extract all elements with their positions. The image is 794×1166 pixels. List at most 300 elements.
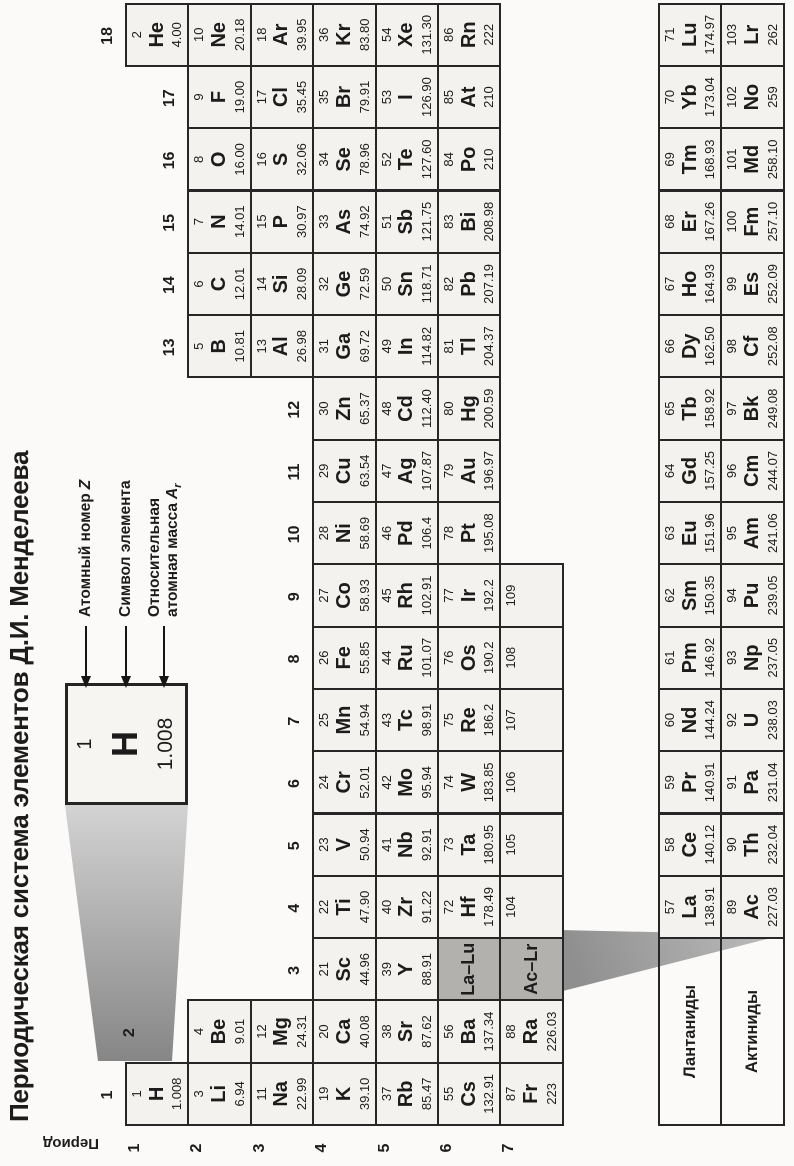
element-cell-Pt [437, 501, 501, 565]
element-symbol: Au [457, 457, 480, 485]
atomic-number: 44 [378, 650, 394, 665]
element-symbol: Np [741, 644, 764, 672]
element-symbol: Cf [741, 335, 764, 357]
atomic-number: 42 [378, 775, 394, 790]
element-cell-Hg [437, 376, 501, 440]
element-cell-Y [375, 937, 439, 1001]
legend-atomic-number: 1 [74, 738, 96, 750]
element-cell-W [437, 750, 501, 814]
element-cell-106 [499, 750, 563, 814]
element-cell-Si [250, 252, 314, 316]
element-cell-Ba [437, 999, 501, 1063]
element-cell-Ho [658, 252, 722, 316]
atomic-mass: 4.00 [169, 22, 185, 48]
element-cell-Li [187, 1062, 251, 1126]
atomic-number: 38 [378, 1024, 394, 1039]
atomic-number: 58 [662, 837, 677, 852]
element-cell-Na [250, 1062, 314, 1126]
atomic-number: 25 [316, 712, 332, 728]
atomic-mass: 112.40 [418, 389, 434, 428]
group-label-8: 8 [286, 654, 304, 664]
element-cell-Te [375, 127, 439, 191]
group-label-14: 14 [161, 276, 179, 295]
element-symbol: K [332, 1086, 355, 1102]
atomic-number: 47 [378, 463, 394, 479]
element-cell-Ac [720, 875, 784, 939]
legend-label-atomic-mass: Относительная атомная массаA$_r$ [146, 483, 184, 617]
element-cell-Mg [250, 999, 314, 1063]
element-cell-108 [499, 626, 563, 690]
element-cell-Th [720, 813, 784, 877]
element-cell-Am [720, 501, 784, 565]
atomic-number: 76 [441, 650, 456, 665]
atomic-mass: 190.2 [481, 641, 497, 675]
atomic-number: 71 [662, 27, 677, 42]
atomic-mass: 74.92 [356, 205, 372, 238]
atomic-mass: 204.37 [481, 326, 497, 367]
atomic-mass: 28.09 [294, 267, 310, 301]
atomic-number: 106 [503, 771, 519, 794]
atomic-mass: 210 [481, 86, 497, 108]
element-symbol: Be [208, 1018, 231, 1045]
atomic-mass: 226.03 [543, 1011, 559, 1052]
atomic-mass: 118.71 [418, 264, 434, 304]
element-symbol: In [395, 337, 418, 356]
element-symbol: P [270, 215, 293, 229]
atomic-number: 70 [662, 89, 677, 105]
atomic-number: 64 [662, 463, 677, 479]
atomic-number: 95 [724, 525, 740, 541]
element-symbol: Ni [332, 523, 355, 544]
element-cell-Cs [437, 1062, 501, 1126]
element-cell-Rb [375, 1062, 439, 1126]
element-cell-In [375, 314, 439, 378]
group-label-12: 12 [286, 400, 304, 419]
period-label-6: 6 [438, 1143, 455, 1153]
atomic-number: 78 [441, 525, 456, 541]
atomic-number: 18 [253, 27, 269, 42]
element-cell-Au [437, 439, 501, 503]
atomic-mass: 101.07 [418, 637, 434, 678]
element-symbol: Mg [270, 1017, 293, 1046]
element-symbol: Cd [395, 395, 418, 422]
atomic-mass: 227.03 [764, 887, 780, 927]
element-cell-Cf [720, 314, 784, 378]
atomic-mass: 252.08 [764, 326, 780, 367]
atomic-mass: 232.04 [764, 824, 780, 865]
atomic-number: 103 [724, 23, 740, 46]
element-symbol: Cr [332, 771, 355, 794]
atomic-number: 12 [253, 1024, 269, 1039]
element-symbol: Ba [457, 1018, 480, 1045]
element-cell-Ti [312, 875, 376, 939]
page-title: Периодическая система элементов Д.И. Менделеева [4, 450, 34, 1122]
atomic-number: 82 [441, 276, 456, 292]
atomic-mass: 157.25 [702, 450, 718, 491]
atomic-mass: 167.26 [702, 201, 718, 242]
element-cell-S [250, 127, 314, 191]
element-cell-Cm [720, 439, 784, 503]
atomic-number: 93 [724, 650, 740, 665]
group-label-6: 6 [286, 779, 304, 788]
period-axis-label: Период [43, 1135, 99, 1152]
element-cell-Zn [312, 376, 376, 440]
element-symbol: Kr [332, 23, 355, 46]
group-label-17: 17 [161, 89, 179, 108]
element-cell-109 [499, 563, 563, 627]
element-symbol: I [395, 94, 418, 100]
atomic-number: 33 [316, 214, 332, 229]
atomic-mass: 146.92 [702, 637, 718, 678]
element-symbol: Sr [395, 1021, 418, 1043]
atomic-number: 107 [503, 709, 519, 731]
atomic-number: 24 [316, 775, 332, 790]
legend-hydrogen-cell [65, 683, 188, 805]
element-cell-Ag [375, 439, 439, 503]
element-cell-F [187, 65, 251, 129]
element-symbol: Li [208, 1084, 231, 1103]
atomic-mass: 19.00 [231, 80, 247, 114]
element-cell-Zr [375, 875, 439, 939]
element-symbol: Co [332, 582, 355, 609]
element-cell-Er [658, 190, 722, 254]
element-cell-Ga [312, 314, 376, 378]
group-label-11: 11 [286, 463, 304, 481]
group-label-10: 10 [286, 525, 304, 544]
atomic-mass: 72.59 [356, 267, 372, 301]
element-symbol: He [145, 21, 168, 48]
element-cell-Rn [437, 3, 501, 67]
period-label-5: 5 [375, 1143, 393, 1153]
element-cell-K [312, 1062, 376, 1126]
element-symbol: Rh [395, 582, 418, 609]
element-cell-Fm [720, 190, 784, 254]
atomic-number: 43 [378, 712, 394, 728]
element-symbol: Ta [457, 833, 480, 856]
series-range-text: Ac–Lr [520, 943, 541, 995]
element-symbol: Ac [741, 894, 764, 920]
element-cell-Tc [375, 688, 439, 752]
atomic-mass: 92.91 [418, 828, 434, 861]
element-cell-No [720, 65, 784, 129]
element-cell-Nd [658, 688, 722, 752]
atomic-mass: 22.99 [294, 1077, 310, 1111]
atomic-mass: 1.008 [169, 1077, 185, 1111]
atomic-number: 5 [191, 342, 207, 350]
atomic-mass: 85.47 [418, 1077, 434, 1111]
element-symbol: Pt [457, 523, 480, 544]
atomic-number: 79 [441, 463, 456, 479]
element-symbol: B [208, 339, 231, 354]
atomic-mass: 30.97 [294, 205, 310, 238]
element-symbol: Bi [457, 211, 480, 232]
element-symbol: Xe [395, 22, 418, 47]
element-symbol: Dy [678, 333, 701, 360]
atomic-number: 60 [662, 712, 677, 728]
element-cell-U [720, 688, 784, 752]
atomic-number: 87 [503, 1086, 519, 1102]
atomic-mass: 131.30 [418, 14, 434, 55]
element-cell-Sc [312, 937, 376, 1001]
atomic-number: 21 [316, 962, 332, 977]
atomic-mass: 10.81 [231, 329, 247, 363]
atomic-mass: 222 [481, 23, 497, 46]
atomic-mass: 69.72 [356, 329, 372, 363]
element-cell-Be [187, 999, 251, 1063]
element-symbol: Ce [678, 831, 701, 858]
atomic-number: 108 [503, 646, 519, 669]
atomic-number: 1 [129, 1090, 144, 1098]
atomic-number: 39 [378, 962, 394, 977]
element-cell-Sn [375, 252, 439, 316]
atomic-mass: 54.94 [356, 703, 372, 737]
atomic-number: 2 [129, 31, 144, 39]
element-symbol: Lr [741, 24, 764, 45]
legend-label-symbol: Символ элемента [117, 480, 134, 617]
atomic-mass: 9.01 [231, 1018, 247, 1045]
element-symbol: Fr [520, 1083, 543, 1104]
atomic-number: 98 [724, 339, 740, 354]
atomic-number: 52 [378, 152, 394, 167]
group-label-9: 9 [286, 592, 304, 602]
atomic-number: 91 [724, 775, 740, 790]
atomic-mass: 87.62 [418, 1015, 434, 1048]
atomic-number: 92 [724, 712, 740, 728]
atomic-number: 34 [316, 152, 332, 167]
atomic-number: 6 [191, 280, 207, 288]
element-symbol: Nb [395, 831, 418, 858]
element-cell-Np [720, 626, 784, 690]
atomic-number: 41 [378, 837, 394, 852]
atomic-number: 31 [316, 339, 332, 354]
element-symbol: Sc [332, 957, 355, 982]
atomic-number: 35 [316, 89, 332, 105]
atomic-mass: 35.45 [294, 80, 310, 114]
group-label-2: 2 [121, 1028, 138, 1038]
atomic-number: 4 [191, 1027, 207, 1036]
element-symbol: Zr [395, 896, 418, 917]
atomic-number: 68 [662, 214, 677, 229]
element-symbol: No [741, 83, 764, 111]
element-symbol: Al [270, 336, 293, 357]
element-symbol: Pa [741, 770, 764, 795]
atomic-number: 20 [316, 1024, 332, 1039]
element-cell-Pm [658, 626, 722, 690]
element-symbol: O [208, 151, 231, 168]
atomic-number: 27 [316, 588, 332, 603]
atomic-mass: 47.90 [356, 890, 372, 924]
element-cell-Xe [375, 3, 439, 67]
element-cell-I [375, 65, 439, 129]
atomic-mass: 231.04 [764, 762, 780, 803]
atomic-number: 105 [503, 833, 519, 856]
atomic-mass: 223 [543, 1083, 559, 1105]
atomic-number: 32 [316, 276, 332, 292]
element-symbol: U [741, 712, 764, 728]
atomic-mass: 106.4 [418, 516, 434, 550]
period-label-4: 4 [313, 1143, 331, 1153]
element-symbol: Zn [332, 396, 355, 421]
element-symbol: Ne [208, 21, 231, 48]
element-cell-Gd [658, 439, 722, 503]
atomic-mass: 20.18 [231, 18, 247, 52]
atomic-number: 26 [316, 650, 332, 665]
element-cell-Ru [375, 626, 439, 690]
legend-symbol: H [104, 731, 145, 757]
atomic-number: 53 [378, 89, 394, 105]
atomic-mass: 249.08 [764, 388, 780, 429]
atomic-mass: 186.2 [481, 703, 497, 737]
atomic-mass: 39.95 [294, 18, 310, 52]
element-cell-Eu [658, 501, 722, 565]
atomic-mass: 63.54 [356, 454, 372, 488]
series-range-cell-La–Lu [437, 937, 501, 1001]
atomic-mass: 208.98 [481, 201, 497, 242]
atomic-mass: 50.94 [356, 828, 372, 861]
element-cell-Ta [437, 813, 501, 877]
element-symbol: Eu [678, 520, 701, 546]
atomic-mass: 180.95 [481, 824, 497, 865]
element-cell-O [187, 127, 251, 191]
element-cell-Fe [312, 626, 376, 690]
atomic-number: 72 [441, 899, 456, 915]
element-symbol: Ho [678, 270, 701, 298]
atomic-number: 61 [662, 650, 677, 665]
element-cell-Yb [658, 65, 722, 129]
element-symbol: Sb [395, 208, 418, 235]
arrow-to-symbol [125, 626, 127, 677]
element-cell-Lr [720, 3, 784, 67]
element-symbol: Tb [678, 396, 701, 421]
arrow-to-atomic-number [85, 626, 87, 677]
atomic-mass: 151.96 [702, 513, 718, 554]
element-cell-Br [312, 65, 376, 129]
element-symbol: Hf [457, 896, 480, 918]
atomic-mass: 238.03 [764, 700, 780, 740]
element-cell-Cr [312, 750, 376, 814]
atomic-number: 13 [253, 339, 269, 354]
element-symbol: F [208, 90, 231, 104]
atomic-mass: 58.93 [356, 579, 372, 612]
element-cell-Cd [375, 376, 439, 440]
atomic-number: 16 [253, 152, 269, 167]
element-symbol: Ru [395, 644, 418, 672]
element-symbol: Cu [332, 457, 355, 485]
atomic-mass: 121.75 [418, 201, 434, 242]
atomic-mass: 258.10 [764, 139, 780, 180]
atomic-mass: 55.85 [356, 641, 372, 675]
atomic-mass: 259 [764, 86, 780, 108]
atomic-mass: 132.91 [481, 1073, 497, 1114]
atomic-mass: 98.91 [418, 703, 434, 737]
group-label-3: 3 [286, 965, 304, 975]
element-symbol: H [145, 1086, 168, 1102]
element-cell-Sm [658, 563, 722, 627]
atomic-number: 65 [662, 401, 677, 416]
element-symbol: Sn [395, 271, 418, 297]
element-symbol: Po [457, 146, 480, 173]
element-symbol: Am [741, 517, 764, 550]
element-symbol: Pu [741, 582, 764, 609]
atomic-number: 66 [662, 339, 677, 354]
element-symbol: Ir [457, 588, 480, 603]
element-symbol: Ca [332, 1018, 355, 1045]
element-cell-Re [437, 688, 501, 752]
element-symbol: Fe [332, 646, 355, 670]
atomic-number: 45 [378, 588, 394, 603]
atomic-mass: 210 [481, 148, 497, 171]
atomic-number: 28 [316, 525, 332, 541]
element-cell-Se [312, 127, 376, 191]
atomic-number: 75 [441, 712, 456, 728]
element-cell-Nb [375, 813, 439, 877]
atomic-number: 17 [253, 89, 269, 105]
atomic-number: 89 [724, 899, 740, 915]
period-label-3: 3 [250, 1143, 268, 1153]
atomic-mass: 241.06 [764, 513, 780, 554]
element-symbol: Md [741, 144, 764, 174]
atomic-number: 22 [316, 899, 332, 915]
atomic-number: 46 [378, 525, 394, 541]
atomic-mass: 79.91 [356, 80, 372, 114]
group-label-1: 1 [99, 1090, 116, 1100]
element-cell-Mn [312, 688, 376, 752]
atomic-number: 96 [724, 463, 740, 479]
element-symbol: Pd [395, 520, 418, 546]
atomic-mass: 168.93 [702, 139, 718, 180]
element-symbol: Os [457, 644, 480, 672]
element-cell-Pb [437, 252, 501, 316]
atomic-number: 102 [724, 86, 740, 108]
atomic-mass: 83.80 [356, 18, 372, 52]
atomic-number: 109 [503, 584, 519, 607]
element-cell-Tm [658, 127, 722, 191]
atomic-number: 10 [191, 27, 207, 42]
element-cell-Ni [312, 501, 376, 565]
atomic-mass: 192.2 [481, 579, 497, 612]
atomic-number: 3 [191, 1090, 207, 1098]
element-symbol: Ag [395, 457, 418, 485]
atomic-mass: 127.60 [418, 139, 434, 180]
element-symbol: V [332, 838, 355, 852]
atomic-mass: 239.05 [764, 575, 780, 616]
atomic-number: 85 [441, 89, 456, 105]
element-cell-Cl [250, 65, 314, 129]
element-cell-Al [250, 314, 314, 378]
element-cell-P [250, 190, 314, 254]
element-cell-Pu [720, 563, 784, 627]
element-symbol: C [208, 276, 231, 292]
period-label-7: 7 [500, 1143, 518, 1153]
atomic-mass: 16.00 [231, 143, 247, 176]
atomic-mass: 200.59 [481, 388, 497, 429]
lanthanides-row-label: Лантаниды [658, 937, 722, 1126]
period-label-2: 2 [188, 1143, 206, 1153]
element-cell-B [187, 314, 251, 378]
element-cell-As [312, 190, 376, 254]
atomic-number: 90 [724, 837, 740, 852]
atomic-number: 62 [662, 588, 677, 603]
atomic-number: 51 [378, 214, 394, 229]
atomic-mass: 207.19 [481, 264, 497, 304]
element-cell-Mo [375, 750, 439, 814]
atomic-mass: 174.97 [702, 14, 718, 55]
atomic-mass: 150.35 [702, 575, 718, 616]
atomic-mass: 196.97 [481, 450, 497, 491]
series-range-text: La–Lu [458, 942, 479, 996]
element-symbol: Gd [678, 456, 701, 485]
atomic-mass: 137.34 [481, 1011, 497, 1052]
